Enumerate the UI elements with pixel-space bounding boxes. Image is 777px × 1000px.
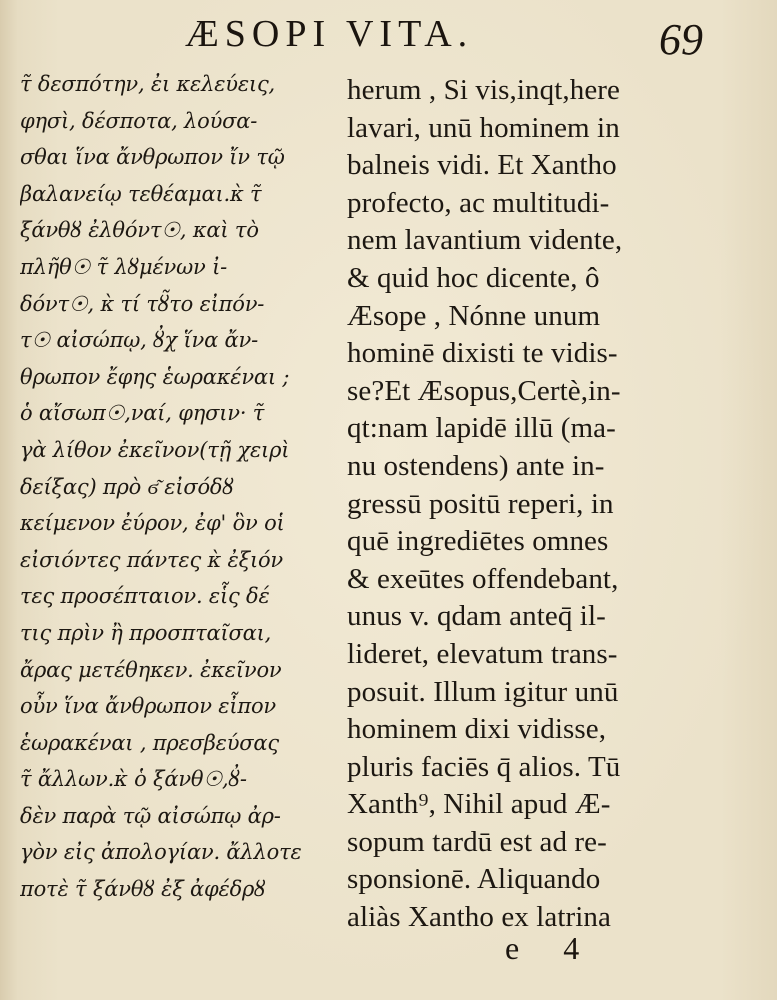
greek-text-line: ἄρας μετέθηκεν. ἐκεῖνον	[20, 657, 282, 682]
greek-text-line: θρωπον ἔφης ἑωρακέναι ;	[20, 364, 290, 389]
latin-text-line: lavari, unū hominem in	[347, 111, 620, 144]
latin-text-line: & exeūtes offendebant,	[347, 562, 619, 595]
latin-text-line: aliàs Xantho ex latrina	[347, 901, 612, 934]
latin-text-line: pluris faciēs q̄ alios. Tū	[347, 750, 621, 783]
latin-text-line: & quid hoc dicente, ô	[347, 261, 600, 294]
greek-text-line: τ̃ ἄλλων.κ̀ ὁ ξάνθ☉,ȣ̓-	[20, 767, 247, 792]
latin-text-line: sopum tardū est ad re-	[347, 825, 607, 858]
greek-text-line: ξάνθȣ ἐλθόντ☉, καὶ τὸ	[20, 218, 259, 243]
signature-mark: e 4	[505, 930, 598, 966]
latin-text-line: hominem dixi vidisse,	[347, 713, 607, 746]
latin-text-line: hominē dixisti te vidis-	[347, 337, 618, 370]
latin-text-line: gressū positū reperi, in	[347, 487, 614, 520]
greek-text-line: βαλανείῳ τεθέαμαι.κ̀ τ̃	[20, 181, 262, 206]
greek-text-line: τες προσέπταιον. εἷς δέ	[20, 584, 270, 609]
latin-text-line: herum , Si vis,inqt,here	[347, 74, 621, 106]
latin-text-line: posuit. Illum igitur unū	[347, 675, 619, 708]
greek-text-line: ποτὲ τ̃ ξάνθȣ ἐξ ἀφέδρȣ	[20, 877, 266, 902]
greek-text-line: γὸν εἰς ἀπολογίαν. ἄλλοτε	[20, 840, 302, 865]
latin-text-column	[347, 72, 709, 952]
greek-text-line: ἑωρακέναι , πρεσβεύσας	[20, 730, 279, 755]
greek-text-line: φησὶ, δέσποτα, λούσα-	[20, 108, 258, 133]
latin-text-line: unus v. qdam anteq̄ il-	[347, 600, 606, 633]
latin-text-line: Æsope , Nónne unum	[347, 299, 601, 332]
greek-text-line: πλῆθ☉ τ̃ λȣμένων ἰ-	[20, 254, 228, 279]
latin-text-line: se?Et Æsopus,Certè,in-	[347, 374, 621, 407]
greek-text-line: τ̃ δεσπότην, ἐι κελεύεις,	[20, 72, 276, 96]
greek-text-line: δείξας) πρὸ ϭ͂ εἰσόδȣ	[20, 474, 234, 499]
greek-text-line: σθαι ἵνα ἄνθρωπον ἴν τῷ	[20, 145, 285, 170]
latin-text-line: nu ostendens) ante in-	[347, 449, 605, 482]
greek-text-line: οὖν ἵνα ἄνθρωπον εἶπον	[20, 694, 276, 719]
latin-text-line: profecto, ac multitudi-	[347, 186, 610, 219]
greek-text-column	[20, 66, 338, 946]
latin-text-line: lideret, elevatum trans-	[347, 637, 618, 670]
greek-text-line: δὲν παρὰ τῷ αἰσώπῳ ἀρ-	[20, 803, 281, 828]
greek-text-line: τ☉ αἰσώπῳ, ȣ̓χ ἵνα ἄν-	[20, 328, 258, 353]
greek-text-line: δόντ☉, κ̀ τί τȣ̃το εἰπόν-	[20, 291, 265, 316]
greek-text-line: ὁ αἴσωπ☉,ναί, φησιν· τ̃	[20, 401, 265, 426]
latin-text-line: balneis vidi. Et Xantho	[347, 149, 617, 182]
latin-text-line: Xanth⁹, Nihil apud Æ-	[347, 788, 611, 821]
latin-text-line: quē ingrediētes omnes	[347, 525, 609, 558]
page-number: 69	[659, 15, 703, 64]
running-title: ÆSOPI VITA.	[185, 13, 474, 55]
greek-text-line: κείμενον ἐύρον, ἐφ' ὃν οἱ	[20, 511, 285, 536]
greek-text-line: εἰσιόντες πάντες κ̀ ἐξιόν	[20, 547, 284, 572]
latin-text-line: sponsionē. Aliquando	[347, 863, 601, 896]
greek-text-line: τις πρὶν ἢ προσπταῖσαι,	[20, 620, 272, 645]
greek-text-line: γὰ λίθον ἐκεῖνον(τῇ χειρὶ	[20, 437, 290, 462]
latin-text-line: qt:nam lapidē illū (ma-	[347, 412, 616, 445]
latin-text-line: nem lavantium vidente,	[347, 224, 623, 257]
